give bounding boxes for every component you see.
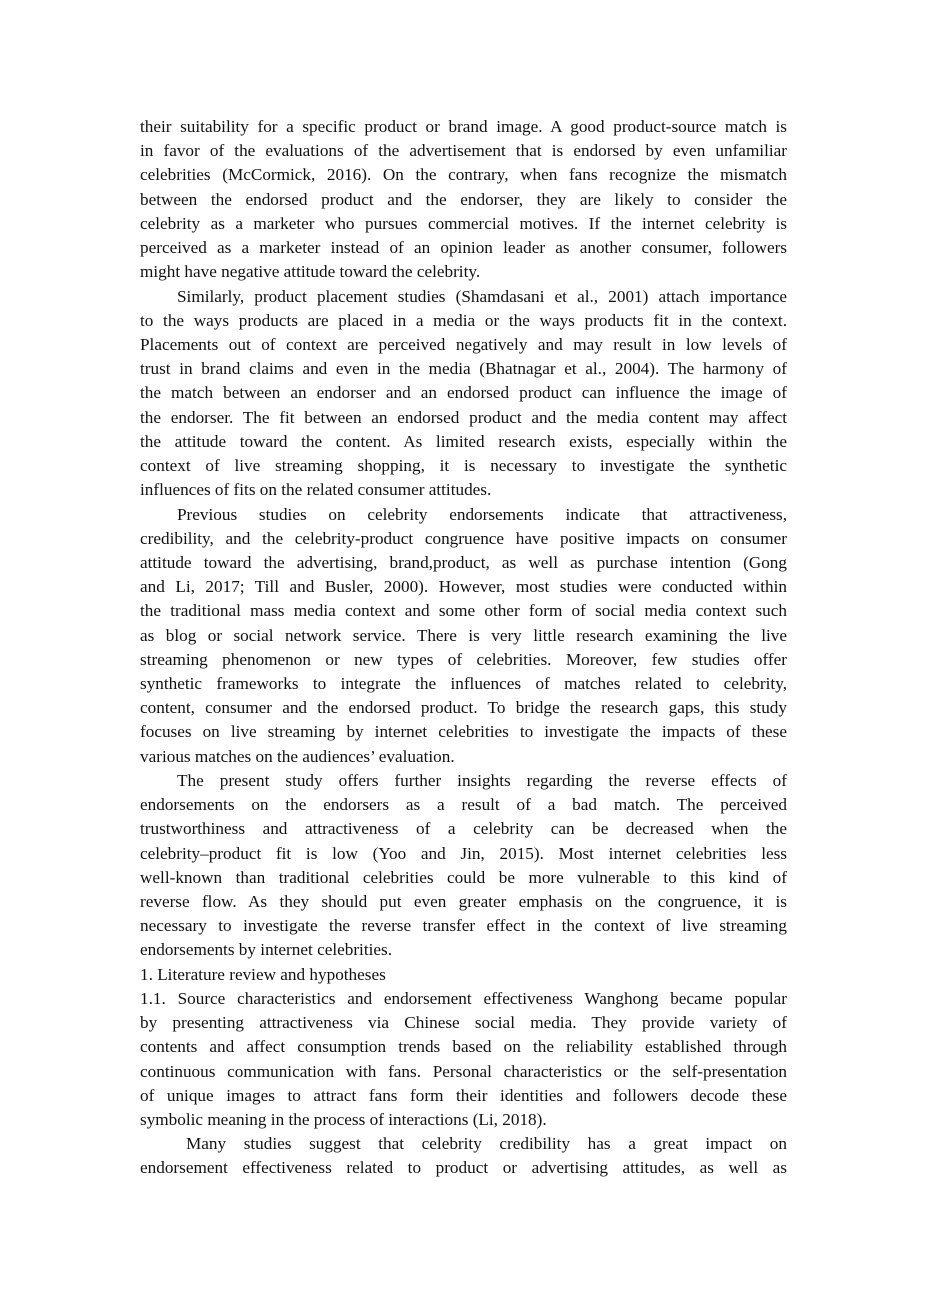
text-line: celebrity–product fit is low (Yoo and Jin, 2015). Most internet celebrities less: [140, 843, 787, 863]
text-line: influences of fits on the related consumer attitudes.: [140, 480, 492, 500]
text-line: perceived as a marketer instead of an opinion leader as another consumer, followers: [140, 238, 787, 258]
text-line: the match between an endorser and an endorsed product can influence the image of: [140, 383, 787, 403]
text-line: in favor of the evaluations of the advertisement that is endorsed by even unfamiliar: [140, 141, 787, 161]
text-line: reverse flow. As they should put even greater emphasis on the congruence, it is: [140, 892, 787, 911]
text-line: attitude toward the advertising, brand,product, as well as purchase intention (Gong: [140, 552, 787, 572]
text-line: streaming phenomenon or new types of celebrities. Moreover, few studies offer: [140, 649, 787, 669]
text-line: 1. Literature review and hypotheses: [140, 964, 386, 984]
text-line: contents and affect consumption trends based on the reliability established through: [140, 1037, 787, 1057]
text-line: of unique images to attract fans form their identities and followers decode these: [140, 1085, 787, 1105]
text-line: by presenting attractiveness via Chinese social media. They provide variety of: [140, 1013, 787, 1033]
text-line: focuses on live streaming by internet celebrities to investigate the impacts of these: [140, 722, 787, 742]
text-line: Similarly, product placement studies (Shamdasani et al., 2001) attach importance: [177, 286, 787, 306]
text-line: trustworthiness and attractiveness of a celebrity can be decreased when the: [140, 819, 787, 839]
text-line: the attitude toward the content. As limited research exists, especially within the: [140, 431, 787, 451]
paragraph: [140, 987, 787, 1132]
paragraph: [140, 503, 787, 769]
text-line: context of live streaming shopping, it is necessary to investigate the synthetic: [140, 456, 787, 476]
text-line: Many studies suggest that celebrity credibility has a great impact on: [186, 1134, 787, 1154]
text-line: the traditional mass media context and some other form of social media context such: [140, 601, 787, 621]
section-heading: [140, 963, 787, 987]
paragraph: [140, 285, 787, 503]
text-line: as blog or social network service. There is very little research examining the live: [140, 625, 787, 645]
text-line: and Li, 2017; Till and Busler, 2000). However, most studies were conducted within: [140, 577, 787, 597]
paragraph: [140, 769, 787, 963]
text-line: continuous communication with fans. Personal characteristics or the self-presentation: [140, 1061, 787, 1081]
text-line: endorsements by internet celebrities.: [140, 940, 392, 960]
text-line: symbolic meaning in the process of interactions (Li, 2018).: [140, 1109, 547, 1129]
text-line: their suitability for a specific product or brand image. A good product-source match is: [140, 117, 787, 136]
text-line: to the ways products are placed in a media or the ways products fit in the context.: [140, 310, 787, 330]
text-line: endorsement effectiveness related to product or advertising attitudes, as well as: [140, 1158, 787, 1178]
paragraph: [140, 115, 787, 285]
text-line: content, consumer and the endorsed product. To bridge the research gaps, this study: [140, 698, 787, 718]
text-line: celebrity as a marketer who pursues commercial motives. If the internet celebrity is: [140, 213, 787, 233]
text-line: various matches on the audiences’ evaluation.: [140, 746, 455, 766]
paragraph: [140, 1132, 787, 1180]
document-body: [140, 115, 787, 1181]
text-line: credibility, and the celebrity-product congruence have positive impacts on consumer: [140, 528, 787, 548]
text-line: The present study offers further insights regarding the reverse effects of: [177, 770, 787, 790]
text-line: necessary to investigate the reverse transfer effect in the context of live streaming: [140, 916, 787, 936]
text-line: celebrities (McCormick, 2016). On the contrary, when fans recognize the mismatch: [140, 165, 787, 185]
text-line: might have negative attitude toward the celebrity.: [140, 262, 481, 282]
text-line: trust in brand claims and even in the media (Bhatnagar et al., 2004). The harmony of: [140, 359, 787, 379]
text-line: between the endorsed product and the endorser, they are likely to consider the: [140, 189, 787, 209]
text-line: 1.1. Source characteristics and endorsement effectiveness Wanghong became popular: [140, 988, 787, 1008]
text-line: Previous studies on celebrity endorsements indicate that attractiveness,: [177, 504, 787, 524]
text-line: synthetic frameworks to integrate the influences of matches related to celebrity,: [140, 674, 787, 694]
text-line: endorsements on the endorsers as a result of a bad match. The perceived: [140, 795, 787, 815]
text-line: the endorser. The fit between an endorsed product and the media content may affect: [140, 407, 787, 427]
text-line: well-known than traditional celebrities could be more vulnerable to this kind of: [140, 867, 787, 887]
text-line: Placements out of context are perceived negatively and may result in low levels of: [140, 334, 787, 354]
